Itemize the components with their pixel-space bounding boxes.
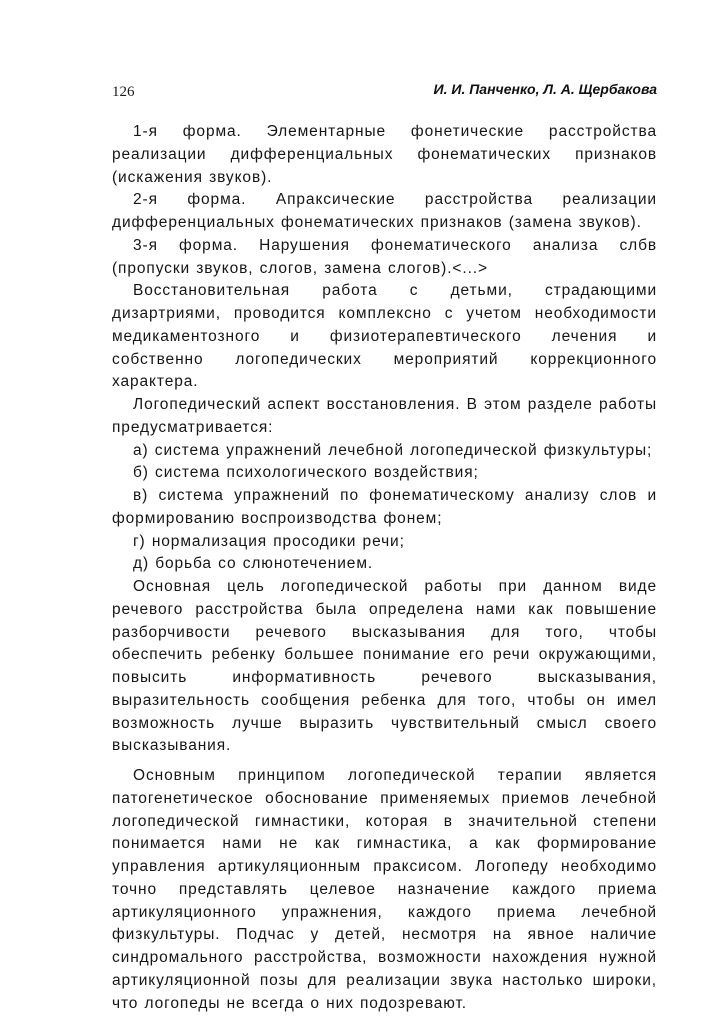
list-item-v: в) система упражнений по фонематическому анализу слов и формированию воспроизводства фонем; <box>112 487 657 527</box>
list-item-g: г) нормализация просодики речи; <box>133 532 405 550</box>
page-number: 126 <box>112 84 135 100</box>
list-item-a: а) система упражнений лечебной логопедической физкультуры; <box>133 441 653 459</box>
paragraph-form-2: 2-я форма. Апраксические расстройства реализации дифференциальных фонематических признаков (замена звуков). <box>112 191 657 231</box>
paragraph-main-goal: Основная цель логопедической работы при данном виде речевого расстройства была определена нами как повышение разборчивости речевого высказывания для того, чтобы обеспечить ребенку большее понимание его речи окружающими, повысить информативность речевого высказывания, выразительность сообщения ребенка для того, чтобы он имел возможность лучше выразить чувствительный смысл своего высказывания. <box>112 578 657 755</box>
paragraph-form-1: 1-я форма. Элементарные фонетические расстройства реализации дифференциальных фонематических признаков (искажения звуков). <box>112 123 657 186</box>
paragraph-main-principle: Основным принципом логопедической терапии является патогенетическое обоснование применяемых приемов лечебной логопедической гимнастики, которая в значительной степени понимается нами не как гимнастика, а как формирование управления артикуляционным праксисом. Логопеду необходимо точно представлять целевое назначение каждого приема артикуляционного упражнения, каждого приема лечебной физкультуры. Подчас у детей, несмотря на явное наличие синдромального расстройства, возможности нахождения нужной артикуляционной позы для реализации звука настолько широки, что логопеды не всегда о них подозревают. <box>112 767 657 1012</box>
paragraph-speech-therapy-aspect: Логопедический аспект восстановления. В этом разделе работы предусматривается: <box>112 396 657 436</box>
running-head-authors: И. И. Панченко, Л. А. Щербакова <box>433 81 657 97</box>
page-header <box>112 78 657 100</box>
list-item-b: б) система психологического воздействия; <box>133 464 479 482</box>
body-text <box>112 121 657 1015</box>
list-item-d: д) борьба со слюнотечением. <box>133 555 374 573</box>
paragraph-rehabilitation: Восстановительная работа с детьми, страдающими дизартриями, проводится комплексно с учетом необходимости медикаментозного и физиотерапевтического лечения и собственно логопедических мероприятий коррекционного характера. <box>112 282 657 391</box>
paragraph-form-3: 3-я форма. Нарушения фонематического анализа слбв (пропуски звуков, слогов, замена слогов).<...> <box>112 236 657 277</box>
